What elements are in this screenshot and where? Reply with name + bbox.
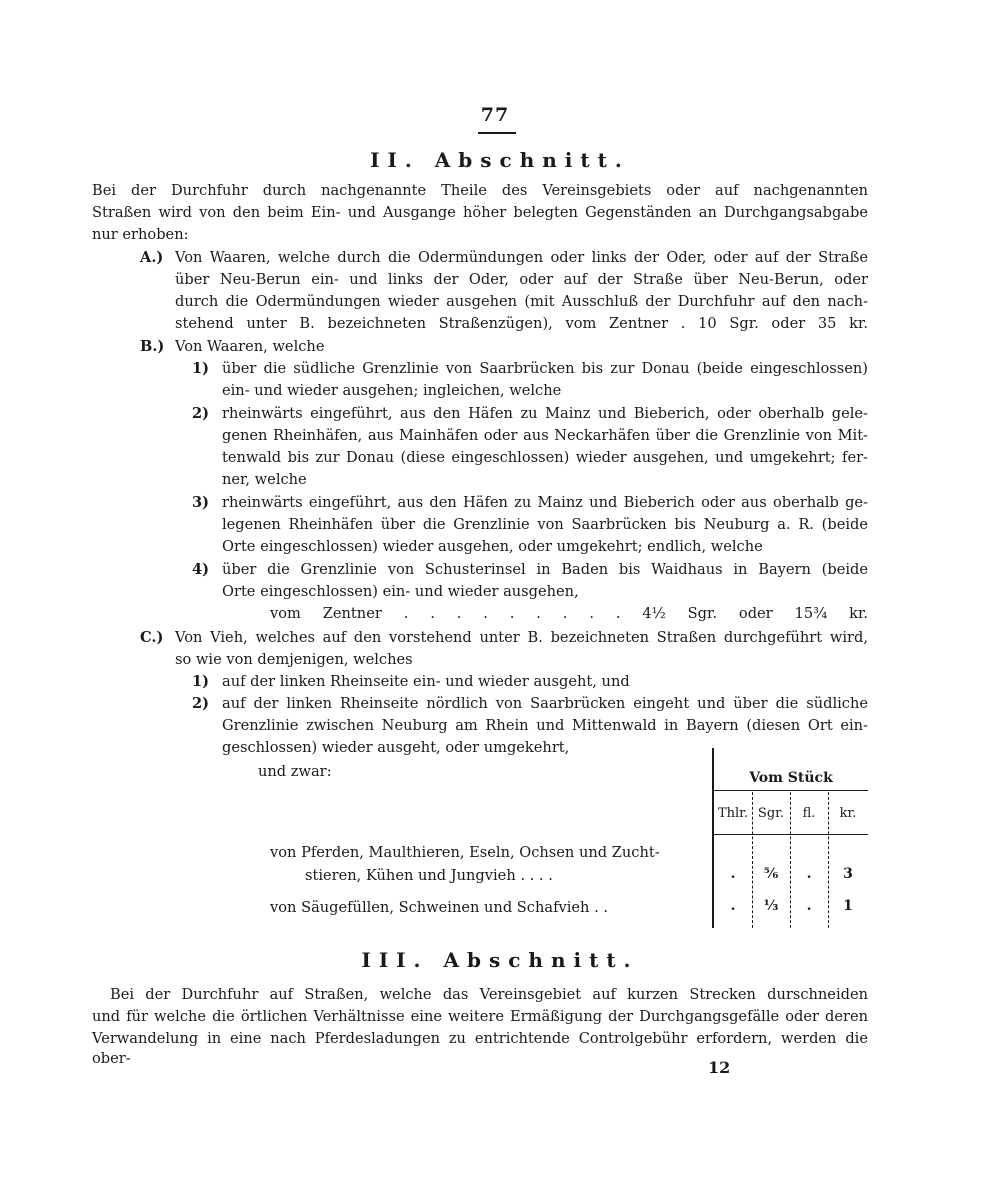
table-row-2-thlr: . <box>730 898 736 914</box>
item-a-line-2: über Neu-Berun ein- und links der Oder, oder auf der Straße über Neu-Berun, oder <box>175 271 868 288</box>
item-b1-num: 1) <box>192 360 210 377</box>
item-a-line-4: stehend unter B. bezeichneten Straßenzügen), vom Zentner . 10 Sgr. oder 35 kr. <box>175 315 868 332</box>
section-3-line-2: und für welche die örtlichen Verhältnisse eine weitere Ermäßigung der Durchgangsgefälle oder deren <box>92 1008 868 1025</box>
col-fl: fl. <box>802 806 816 821</box>
item-b-title: Von Waaren, welche <box>175 338 325 355</box>
table-header-rule <box>714 790 868 791</box>
section-3-line-1: Bei der Durchfuhr auf Straßen, welche das Vereinsgebiet auf kurzen Strecken durschneiden <box>110 986 868 1003</box>
item-c2-num: 2) <box>192 695 210 712</box>
table-row-2-sgr: ⅓ <box>763 898 779 914</box>
table-row-2-fl: . <box>806 898 812 914</box>
table-row-1-kr: 3 <box>843 866 853 882</box>
item-b1-line-1: über die südliche Grenzlinie von Saarbrücken bis zur Donau (beide eingeschlossen) <box>222 360 868 377</box>
table-row-1-fl: . <box>806 866 812 882</box>
item-b2-line-1: rheinwärts eingeführt, aus den Häfen zu Mainz und Bieberich, oder oberhalb gele- <box>222 405 868 422</box>
item-a-label: A.) <box>140 249 164 266</box>
item-b3-line-3: Orte eingeschlossen) wieder ausgehen, oder umgekehrt; endlich, welche <box>222 538 763 555</box>
signature-mark: 12 <box>708 1058 731 1077</box>
item-a-line-1: Von Waaren, welche durch die Odermündungen oder links der Oder, oder auf der Straße <box>175 249 868 266</box>
item-c-line-2: so wie von demjenigen, welches <box>175 651 413 668</box>
und-zwar: und zwar: <box>258 763 332 780</box>
table-row-1-label-2: stieren, Kühen und Jungvieh . . . . <box>305 867 553 884</box>
item-b2-line-2: genen Rheinhäfen, aus Mainhäfen oder aus Neckarhäfen über die Grenzlinie von Mit- <box>222 427 868 444</box>
col-sgr: Sgr. <box>757 806 785 821</box>
item-b2-num: 2) <box>192 405 210 422</box>
intro-line-2: Straßen wird von den beim Ein- und Ausgange höher belegten Gegenständen an Durchgangsabgabe <box>92 204 868 221</box>
intro-line-3: nur erhoben: <box>92 226 189 243</box>
item-b3-num: 3) <box>192 494 210 511</box>
table-row-2-kr: 1 <box>843 898 853 914</box>
item-b-label: B.) <box>140 338 165 355</box>
section-3-line-3: Verwandelung in eine nach Pferdesladungen zu entrichtende Controlgebühr erfordern, werden die ober- <box>92 1030 868 1067</box>
item-b3-line-2: legenen Rheinhäfen über die Grenzlinie von Saarbrücken bis Neuburg a. R. (beide <box>222 516 868 533</box>
item-b4-num: 4) <box>192 561 210 578</box>
item-b2-line-3: tenwald bis zur Donau (diese eingeschlossen) wieder ausgehen, und umgekehrt; fer- <box>222 449 868 466</box>
item-b4-line-2: Orte eingeschlossen) ein- und wieder ausgehen, <box>222 583 579 600</box>
item-c1-line-1: auf der linken Rheinseite ein- und wieder ausgeht, und <box>222 673 630 690</box>
table-row-1-sgr: ⅚ <box>763 866 779 882</box>
item-c1-num: 1) <box>192 673 210 690</box>
intro-line-1: Bei der Durchfuhr durch nachgenannte Theile des Vereinsgebiets oder auf nachgenannten <box>92 182 868 199</box>
item-b1-line-2: ein- und wieder ausgehen; ingleichen, welche <box>222 382 562 399</box>
item-c-label: C.) <box>140 629 164 646</box>
col-thlr: Thlr. <box>717 806 749 821</box>
section-3-heading: III. Abschnitt. <box>361 948 639 972</box>
item-c2-line-3: geschlossen) wieder ausgeht, oder umgekehrt, <box>222 739 570 756</box>
page-number: 77 <box>480 104 510 126</box>
item-c-line-1: Von Vieh, welches auf den vorstehend unter B. bezeichneten Straßen durchgeführt wird, <box>175 629 868 646</box>
table-row-1-label-1: von Pferden, Maulthieren, Eseln, Ochsen und Zucht- <box>270 844 660 861</box>
item-a-line-3: durch die Odermündungen wieder ausgehen (mit Ausschluß der Durchfuhr auf den nach- <box>175 293 868 310</box>
col-kr: kr. <box>839 806 857 821</box>
table-row-2-label-1: von Säugefüllen, Schweinen und Schafvieh . . <box>270 899 608 916</box>
item-c2-line-2: Grenzlinie zwischen Neuburg am Rhein und Mittenwald in Bayern (diesen Ort ein- <box>222 717 868 734</box>
item-b2-line-4: ner, welche <box>222 471 307 488</box>
item-b4-line-1: über die Grenzlinie von Schusterinsel in Baden bis Waidhaus in Bayern (beide <box>222 561 868 578</box>
table-columns-rule <box>714 834 868 835</box>
section-2-heading: II. Abschnitt. <box>370 148 630 172</box>
item-b-rate-line: vom Zentner . . . . . . . . . 4½ Sgr. oder 15¾ kr. <box>270 605 868 622</box>
page-number-rule <box>478 132 516 134</box>
table-row-1-thlr: . <box>730 866 736 882</box>
item-c2-line-1: auf der linken Rheinseite nördlich von Saarbrücken eingeht und über die südliche <box>222 695 868 712</box>
table-header: Vom Stück <box>749 770 833 786</box>
item-b3-line-1: rheinwärts eingeführt, aus den Häfen zu Mainz und Bieberich oder aus oberhalb ge- <box>222 494 868 511</box>
